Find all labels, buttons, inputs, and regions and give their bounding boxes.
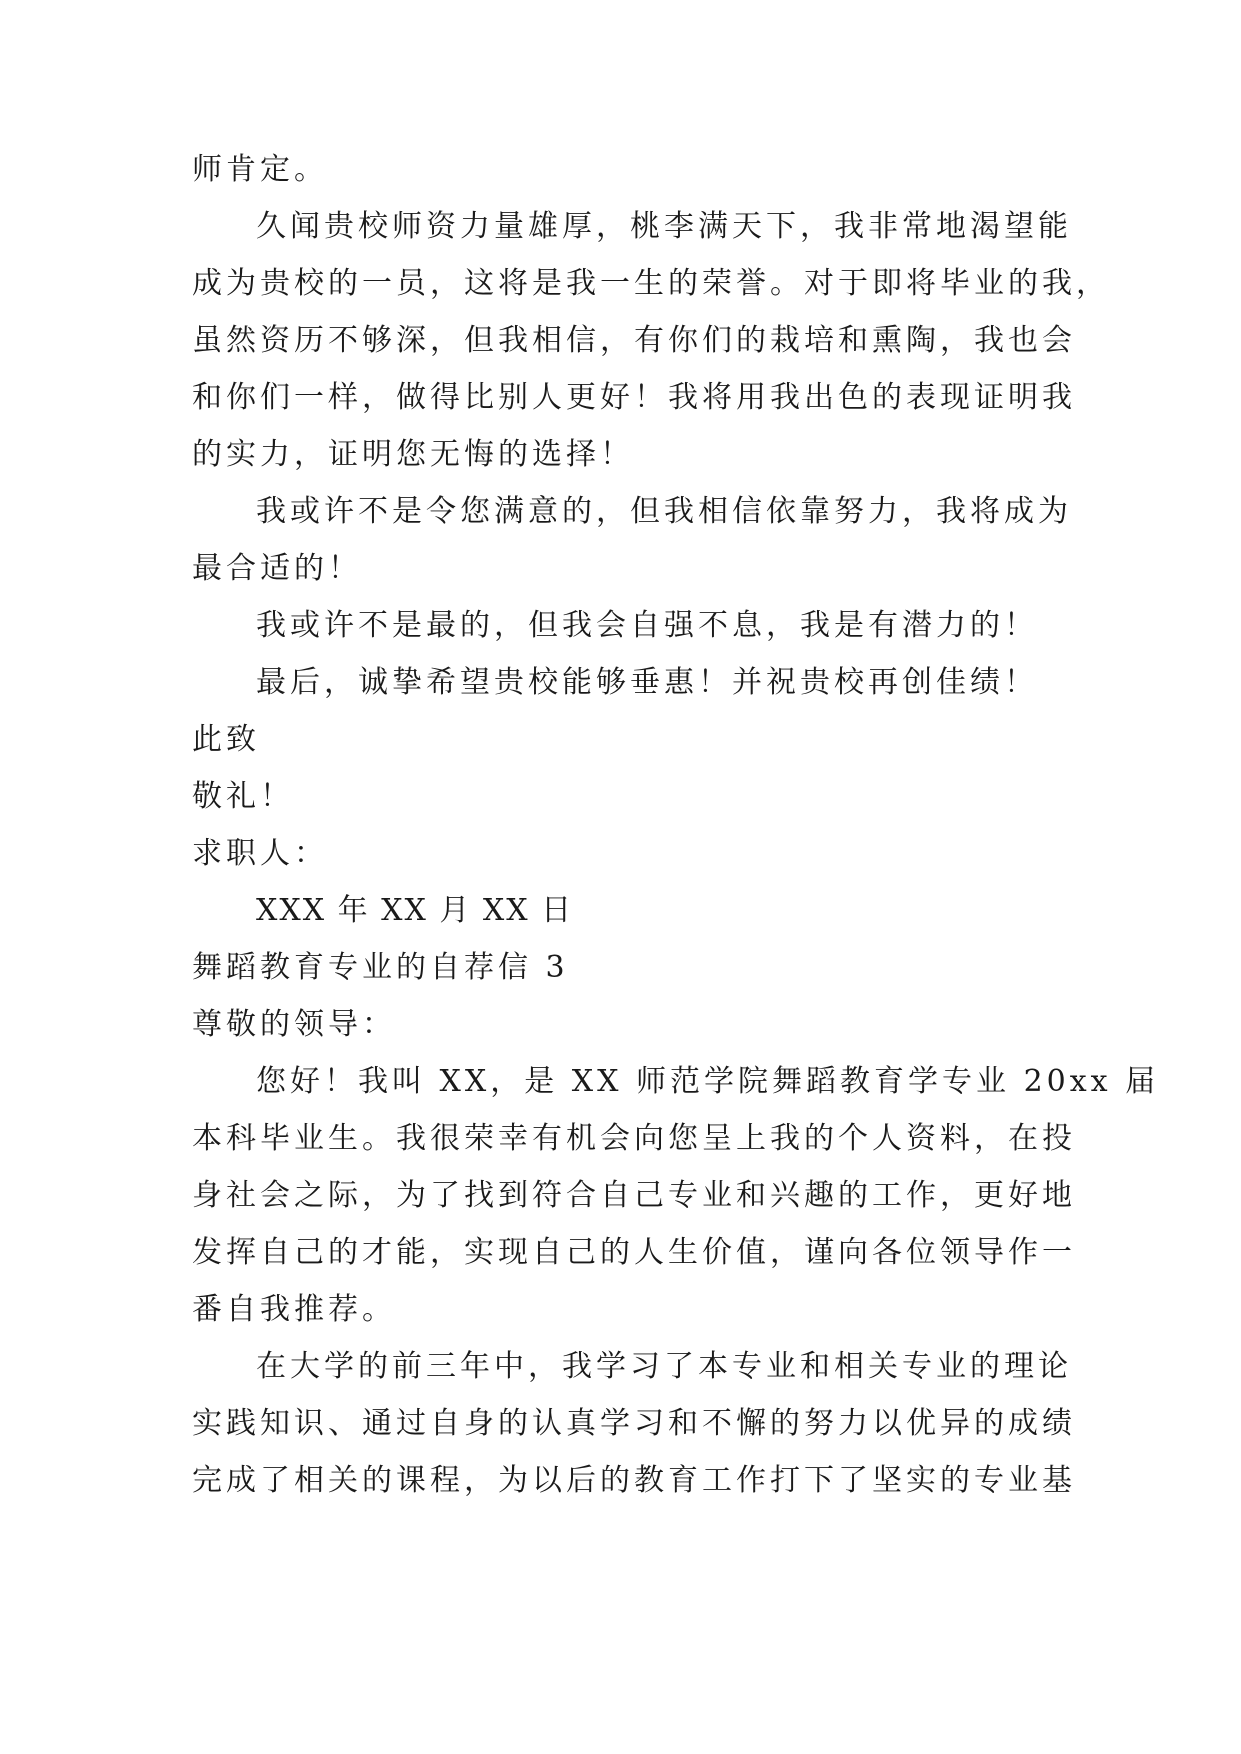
paragraph-line: 完成了相关的课程，为以后的教育工作打下了坚实的专业基 [192, 1463, 1076, 1498]
paragraph-line: 实践知识、通过自身的认真学习和不懈的努力以优异的成绩 [192, 1406, 1076, 1441]
paragraph-line: 本科毕业生。我很荣幸有机会向您呈上我的个人资料，在投 [192, 1121, 1076, 1156]
salutation: 尊敬的领导： [192, 1007, 396, 1042]
paragraph-line: 虽然资历不够深，但我相信，有你们的栽培和熏陶，我也会 [192, 323, 1076, 358]
paragraph-line: 和你们一样，做得比别人更好！我将用我出色的表现证明我 [192, 380, 1076, 415]
paragraph-line: 久闻贵校师资力量雄厚，桃李满天下，我非常地渴望能 [256, 209, 1072, 244]
paragraph-line: 您好！我叫 XX，是 XX 师范学院舞蹈教育学专业 20xx 届 [256, 1064, 1160, 1099]
paragraph-line: 的实力，证明您无悔的选择！ [192, 437, 634, 472]
closing-line: 此致 [192, 722, 260, 757]
paragraph-line: 最合适的！ [192, 551, 362, 586]
paragraph-line: 我或许不是最的，但我会自强不息，我是有潜力的！ [256, 608, 1038, 643]
section-title: 舞蹈教育专业的自荐信 3 [192, 950, 569, 985]
closing-line: 敬礼！ [192, 779, 294, 814]
paragraph-line: 最后，诚挚希望贵校能够垂惠！并祝贵校再创佳绩！ [256, 665, 1038, 700]
date-line: XXX 年 XX 月 XX 日 [256, 893, 574, 928]
paragraph-line: 我或许不是令您满意的，但我相信依靠努力，我将成为 [256, 494, 1072, 529]
paragraph-line: 成为贵校的一员，这将是我一生的荣誉。对于即将毕业的我， [192, 266, 1110, 301]
paragraph-line: 在大学的前三年中，我学习了本专业和相关专业的理论 [256, 1349, 1072, 1384]
paragraph-line: 师肯定。 [192, 152, 328, 187]
signature-label: 求职人： [192, 836, 328, 871]
paragraph-line: 番自我推荐。 [192, 1292, 396, 1327]
paragraph-line: 身社会之际，为了找到符合自己专业和兴趣的工作，更好地 [192, 1178, 1076, 1213]
paragraph-line: 发挥自己的才能，实现自己的人生价值，谨向各位领导作一 [192, 1235, 1076, 1270]
